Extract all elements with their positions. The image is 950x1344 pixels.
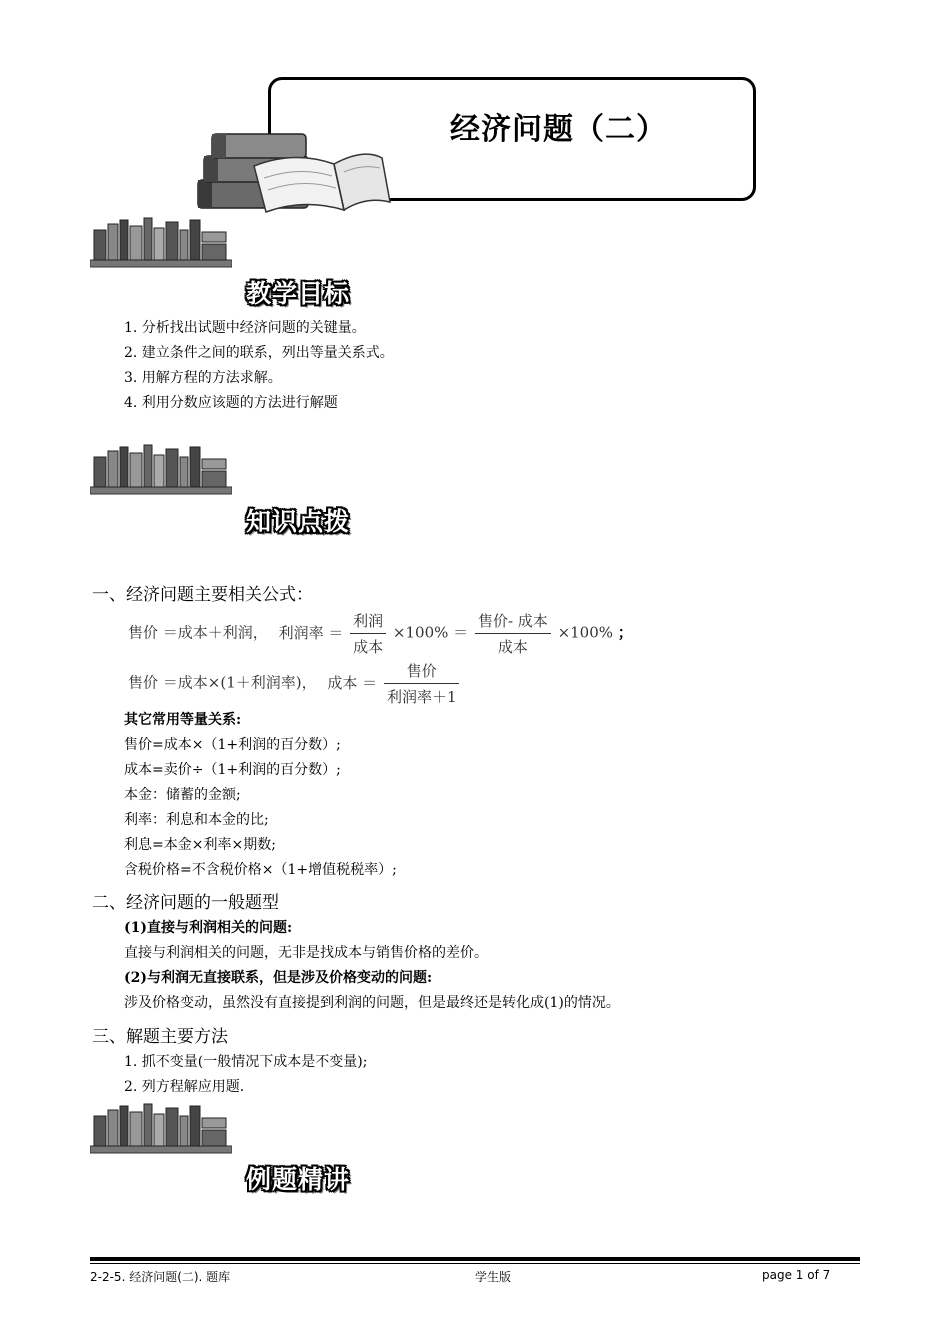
type-text: 直接与利润相关的问题，无非是找成本与销售价格的差价。 — [124, 945, 488, 961]
heading-methods: 三、解题主要方法 — [92, 1027, 228, 1047]
relation-item: 含税价格=不含税价格×（1+增值税税率）; — [124, 862, 397, 878]
type-title: (2)与利润无直接联系，但是涉及价格变动的问题: — [124, 970, 433, 986]
bookshelf-icon — [90, 1102, 232, 1154]
section-heading-knowledge: 知识点拨 — [246, 507, 351, 536]
type-text: 涉及价格变动，虽然没有直接提到利润的问题，但是最终还是转化成(1)的情况。 — [124, 995, 620, 1011]
fraction-denominator: 成本 — [353, 638, 384, 656]
relation-item: 本金：储蓄的金额; — [124, 787, 241, 803]
relation-item: 利息=本金×利率×期数; — [124, 837, 276, 853]
heading-problem-types: 二、经济问题的一般题型 — [92, 893, 279, 913]
fraction — [384, 660, 460, 707]
fraction-denominator: 利润率＋1 — [386, 688, 457, 706]
formula-text: 售价 ＝成本＋利润， — [128, 623, 268, 642]
formula-text: ×100% — [557, 623, 614, 642]
formula-text: ； — [617, 623, 633, 642]
fraction-numerator: 售价 — [384, 660, 460, 684]
formula-profit-rate — [128, 610, 633, 657]
fraction-numerator: 利润 — [350, 610, 386, 634]
bookshelf-icon — [90, 216, 232, 268]
relation-item: 售价=成本×（1+利润的百分数）; — [124, 737, 341, 753]
footer-document-name: 2-2-5. 经济问题(二). 题库 — [90, 1270, 231, 1284]
footer-divider — [90, 1257, 860, 1261]
formula-text: 售价 ＝成本×(1＋利润率)， — [128, 673, 317, 692]
section-heading-objectives: 教学目标 — [246, 279, 351, 308]
page-title: 经济问题（二） — [450, 112, 667, 147]
relation-item: 成本=卖价÷（1+利润的百分数）; — [124, 762, 341, 778]
objective-item: 3. 用解方程的方法求解。 — [124, 370, 282, 386]
objective-item: 2. 建立条件之间的联系，列出等量关系式。 — [124, 345, 394, 361]
objective-item: 1. 分析找出试题中经济问题的关键量。 — [124, 320, 366, 336]
fraction-numerator: 售价- 成本 — [475, 610, 551, 634]
formula-text: ×100% ＝ — [392, 623, 469, 642]
formula-text: 利润率 ＝ — [278, 623, 344, 642]
relation-item: 利率：利息和本金的比; — [124, 812, 269, 828]
books-illustration — [194, 128, 394, 214]
formula-text: 成本 ＝ — [327, 673, 378, 692]
footer-edition: 学生版 — [475, 1270, 512, 1284]
heading-formulas: 一、经济问题主要相关公式： — [92, 585, 313, 605]
fraction — [350, 610, 386, 657]
type-title: (1)直接与利润相关的问题: — [124, 920, 293, 936]
other-relations-title: 其它常用等量关系: — [124, 712, 242, 728]
objective-item: 4. 利用分数应该题的方法进行解题 — [124, 395, 338, 411]
section-heading-examples: 例题精讲 — [246, 1165, 351, 1194]
objectives-list — [124, 316, 394, 416]
problem-types — [124, 916, 620, 1016]
bookshelf-icon — [90, 443, 232, 495]
fraction — [475, 610, 551, 657]
fraction-denominator: 成本 — [497, 638, 528, 656]
other-relations — [124, 708, 397, 883]
method-item: 1. 抓不变量(一般情况下成本是不变量); — [124, 1054, 368, 1070]
formula-cost — [128, 660, 461, 707]
method-item: 2. 列方程解应用题. — [124, 1079, 245, 1095]
footer-page-number: page 1 of 7 — [762, 1268, 831, 1282]
methods-list — [124, 1050, 367, 1100]
footer-divider — [90, 1263, 860, 1264]
